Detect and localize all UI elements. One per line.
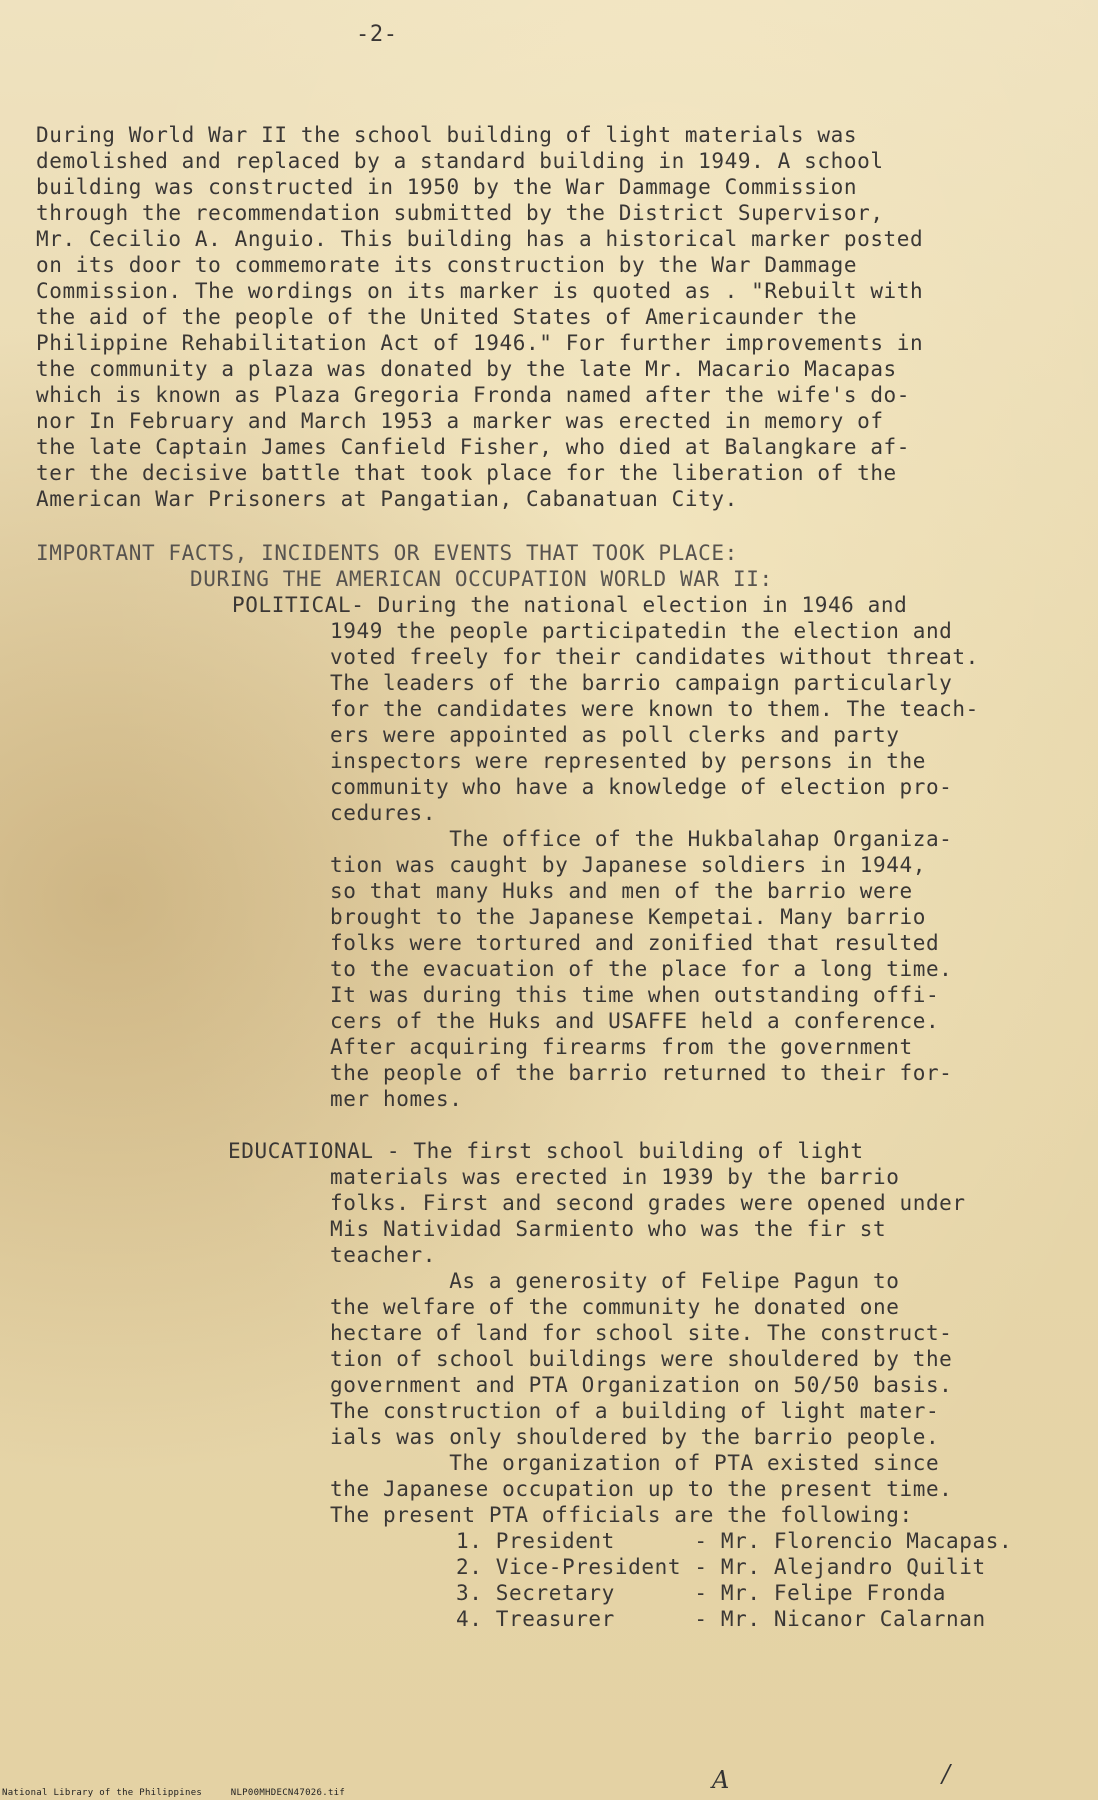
text-line: materials was erected in 1939 by the barrio [330,1165,900,1189]
text-line: inspectors were represented by persons in the [330,749,926,773]
section-heading: IMPORTANT FACTS, INCIDENTS OR EVENTS THAT TOOK PLACE: [36,541,738,565]
text-line: tion was caught by Japanese soldiers in 1944, [330,853,926,877]
text-line: the late Captain James Canfield Fisher, who died at Balangkare af- [36,435,911,459]
list-item: 1. President - Mr. Florencio Macapas. [456,1529,1013,1553]
text-line: It was during this time when outstanding offi- [330,983,940,1007]
text-line: The organization of PTA existed since [330,1451,940,1475]
text-line: on its door to commemorate its construction by the War Dammage [36,253,858,277]
text-line: brought to the Japanese Kempetai. Many barrio [330,905,926,929]
text-line: so that many Huks and men of the barrio were [330,879,913,903]
text-line: for the candidates were known to them. The teach- [330,697,979,721]
text-line: The construction of a building of light mater- [330,1399,940,1423]
text-line: the Japanese occupation up to the present time. [330,1477,953,1501]
text-line: ter the decisive battle that took place for the liberation of the [36,461,897,485]
text-line: Mr. Cecilio A. Anguio. This building has a historical marker posted [36,227,924,251]
text-line: EDUCATIONAL - The first school building of light [228,1139,864,1163]
text-line: 1949 the people participatedin the election and [330,619,953,643]
political-section [232,592,979,1112]
educational-section [228,1138,966,1528]
text-line: through the recommendation submitted by the District Supervisor, [36,201,884,225]
text-line: As a generosity of Felipe Pagun to [330,1269,900,1293]
pta-officials-list [456,1528,1012,1632]
text-line: voted freely for their candidates without threat. [330,645,979,669]
text-line: hectare of land for school site. The construct- [330,1321,953,1345]
text-line: which is known as Plaza Gregoria Fronda named after the wife's do- [36,383,911,407]
text-line: community who have a knowledge of election pro- [330,775,953,799]
text-line: the community a plaza was donated by the late Mr. Macario Macapas [36,357,897,381]
text-line: demolished and replaced by a standard building in 1949. A school [36,149,884,173]
text-line: the aid of the people of the United States of Americaunder the [36,305,858,329]
text-line: the people of the barrio returned to their for- [330,1061,953,1085]
text-line: The leaders of the barrio campaign particularly [330,671,953,695]
list-item: 3. Secretary - Mr. Felipe Fronda [456,1581,946,1605]
text-line: During World War II the school building of light materials was [36,123,858,147]
text-line: Philippine Rehabilitation Act of 1946." For further improvements in [36,331,924,355]
handwritten-mark-slash: / [942,1760,951,1788]
intro-paragraph [36,122,923,512]
text-line: American War Prisoners at Pangatian, Cabanatuan City. [36,487,738,511]
text-line: folks were tortured and zonified that resulted [330,931,940,955]
text-line: The present PTA officials are the following: [330,1503,913,1527]
text-line: teacher. [330,1243,436,1267]
list-item: 4. Treasurer - Mr. Nicanor Calarnan [456,1607,986,1631]
text-line: Commission. The wordings on its marker is quoted as . "Rebuilt with [36,279,924,303]
handwritten-mark-a: A [712,1766,730,1794]
text-line: ers were appointed as poll clerks and party [330,723,900,747]
text-line: government and PTA Organization on 50/50 basis. [330,1373,953,1397]
text-line: POLITICAL- During the national election in 1946 and [232,593,908,617]
archive-footer: National Library of the Philippines NLP00MHDECN47026.tif [2,1788,346,1798]
text-line: cedures. [330,801,436,825]
text-line: The office of the Hukbalahap Organiza- [330,827,953,851]
list-item: 2. Vice-President - Mr. Alejandro Quilit [456,1555,986,1579]
section-subheading: DURING THE AMERICAN OCCUPATION WORLD WAR II: [190,567,773,591]
page-number: -2- [356,22,398,47]
text-line: folks. First and second grades were opened under [330,1191,966,1215]
text-line: mer homes. [330,1087,463,1111]
text-line: the welfare of the community he donated one [330,1295,900,1319]
text-line: cers of the Huks and USAFFE held a conference. [330,1009,940,1033]
text-line: ials was only shouldered by the barrio people. [330,1425,940,1449]
text-line: to the evacuation of the place for a long time. [330,957,953,981]
text-line: Mis Natividad Sarmiento who was the fir st [330,1217,887,1241]
text-line: building was constructed in 1950 by the War Dammage Commission [36,175,858,199]
text-line: nor In February and March 1953 a marker was erected in memory of [36,409,884,433]
text-line: tion of school buildings were shouldered by the [330,1347,953,1371]
text-line: After acquiring firearms from the government [330,1035,913,1059]
